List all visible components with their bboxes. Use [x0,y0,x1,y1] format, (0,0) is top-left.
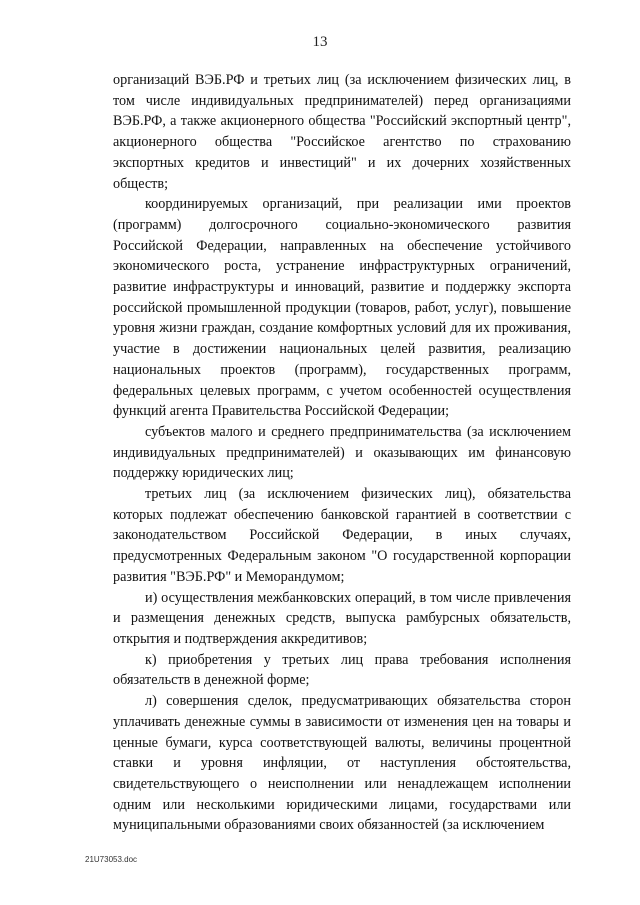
paragraph-item-l: л) совершения сделок, предусматривающих обязательства сторон уплачивать денежные суммы в зависимости от изменения цен на товары и ценные бумаги, курса соответствующей валюты, величины процентной ставки и уровня инфляции, от наступления обстоятельства, свидетельствующего о неисполнении или ненадлежащем исполнении одним или несколькими юридическими лицами, государствами или муниципальными образованиями своих обязанностей (за исключением [113,693,571,834]
document-body [113,70,571,836]
paragraph-small-medium-business: субъектов малого и среднего предпринимательства (за исключением индивидуальных предпринимателей) и оказывающих им финансовую поддержку юридических лиц; [113,423,571,482]
document-footer-filename: 21U73053.doc [85,855,138,864]
paragraph-organizations-veb: организаций ВЭБ.РФ и третьих лиц (за исключением физических лиц, в том числе индивидуальных предпринимателей) перед организациями ВЭБ.РФ, а также акционерного общества "Российский экспортный центр", акционерного общества "Российское агентство по страхованию экспортных кредитов и инвестиций" и их дочерних хозяйственных обществ; [113,72,571,192]
paragraph-third-parties: третьих лиц (за исключением физических лиц), обязательства которых подлежат обеспечению банковской гарантией в соответствии с законодательством Российской Федерации, в иных случаях, предусмотренных Федеральным законом "О государственной корпорации развития "ВЭБ.РФ" и Меморандумом; [113,486,571,585]
paragraph-item-i: и) осуществления межбанковских операций, в том числе привлечения и размещения денежных средств, выпуска рамбурсных обязательств, открытия и подтверждения аккредитивов; [113,589,571,647]
page-number: 13 [312,34,328,50]
paragraph-coordinated-organizations: координируемых организаций, при реализации ими проектов (программ) долгосрочного социально-экономического развития Российской Федерации, направленных на обеспечение устойчивого экономического роста, устранение инфраструктурных ограничений, развитие инфраструктуры и инноваций, развитие и поддержку экспорта российской промышленной продукции (товаров, работ, услуг), повышение уровня жизни граждан, создание комфортных условий для их проживания, участие в достижении национальных целей развития, реализацию национальных проектов (программ), государственных программ, федеральных целевых программ, с учетом особенностей осуществления функций агента Правительства Российской Федерации; [113,196,571,420]
paragraph-item-k: к) приобретения у третьих лиц права требования исполнения обязательств в денежной форме; [113,651,571,689]
